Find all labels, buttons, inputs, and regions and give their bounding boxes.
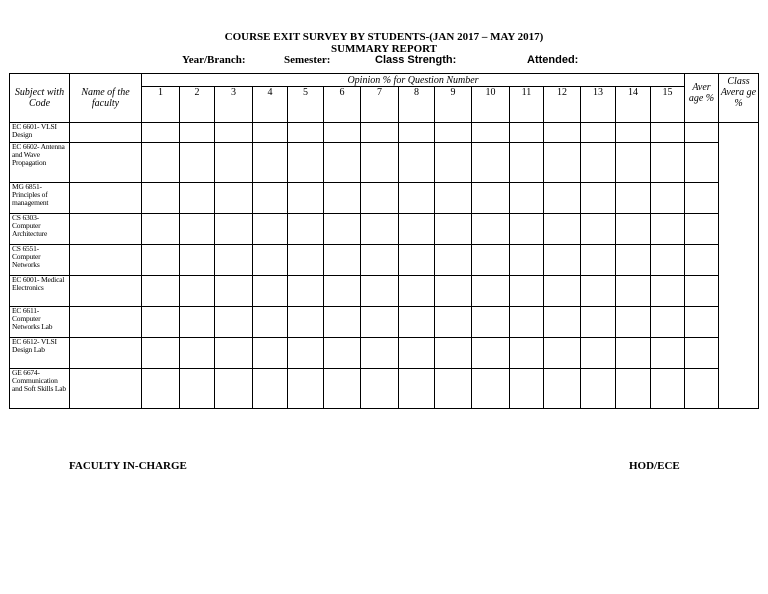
- opinion-cell: [581, 123, 616, 143]
- opinion-cell: [616, 183, 651, 214]
- subject-cell: EC 6612- VLSI Design Lab: [10, 338, 70, 369]
- opinion-cell: [510, 214, 544, 245]
- opinion-cell: [616, 276, 651, 307]
- opinion-cell: [616, 338, 651, 369]
- opinion-cell: [651, 143, 685, 183]
- opinion-cell: [215, 123, 253, 143]
- opinion-cell: [253, 338, 288, 369]
- subject-cell: EC 6601- VLSI Design: [10, 123, 70, 143]
- opinion-cell: [435, 369, 472, 409]
- question-number-5: 5: [288, 87, 324, 123]
- opinion-cell: [399, 143, 435, 183]
- opinion-cell: [544, 307, 581, 338]
- document-title: COURSE EXIT SURVEY BY STUDENTS-(JAN 2017 – MAY 2017): [224, 31, 544, 43]
- opinion-cell: [324, 123, 361, 143]
- question-number-12: 12: [544, 87, 581, 123]
- opinion-cell: [288, 123, 324, 143]
- opinion-cell: [180, 245, 215, 276]
- opinion-cell: [616, 307, 651, 338]
- opinion-cell: [651, 245, 685, 276]
- opinion-cell: [399, 214, 435, 245]
- table-row: [10, 214, 759, 245]
- opinion-cell: [361, 369, 399, 409]
- opinion-cell: [142, 143, 180, 183]
- survey-summary-table: [9, 73, 759, 409]
- opinion-cell: [651, 214, 685, 245]
- average-cell: [685, 143, 719, 183]
- opinion-cell: [288, 183, 324, 214]
- opinion-cell: [142, 245, 180, 276]
- average-cell: [685, 369, 719, 409]
- opinion-cell: [544, 143, 581, 183]
- average-cell: [685, 338, 719, 369]
- opinion-cell: [616, 245, 651, 276]
- semester-label: Semester:: [284, 54, 331, 66]
- opinion-cell: [142, 276, 180, 307]
- table-row: [10, 143, 759, 183]
- opinion-cell: [544, 123, 581, 143]
- question-number-14: 14: [616, 87, 651, 123]
- question-number-8: 8: [399, 87, 435, 123]
- question-number-11: 11: [510, 87, 544, 123]
- table-row: [10, 183, 759, 214]
- opinion-cell: [361, 307, 399, 338]
- subject-cell: GE 6674- Communication and Soft Skills Lab: [10, 369, 70, 409]
- subject-cell: MG 6851- Principles of management: [10, 183, 70, 214]
- average-cell: [685, 123, 719, 143]
- opinion-cell: [324, 245, 361, 276]
- opinion-header: Opinion % for Question Number: [142, 74, 685, 87]
- opinion-cell: [651, 369, 685, 409]
- subject-header: Subject with Code: [10, 74, 70, 123]
- faculty-cell: [70, 276, 142, 307]
- table-row: [10, 123, 759, 143]
- opinion-cell: [142, 307, 180, 338]
- opinion-cell: [288, 338, 324, 369]
- opinion-cell: [253, 276, 288, 307]
- opinion-cell: [253, 245, 288, 276]
- table-row: [10, 245, 759, 276]
- opinion-cell: [581, 245, 616, 276]
- opinion-cell: [435, 123, 472, 143]
- opinion-cell: [142, 369, 180, 409]
- opinion-cell: [616, 143, 651, 183]
- opinion-cell: [472, 369, 510, 409]
- opinion-cell: [581, 307, 616, 338]
- opinion-cell: [180, 276, 215, 307]
- faculty-cell: [70, 214, 142, 245]
- opinion-cell: [651, 183, 685, 214]
- faculty-cell: [70, 338, 142, 369]
- opinion-cell: [324, 307, 361, 338]
- opinion-cell: [399, 338, 435, 369]
- question-number-4: 4: [253, 87, 288, 123]
- opinion-cell: [472, 245, 510, 276]
- class-average-cell: [719, 123, 759, 409]
- opinion-cell: [324, 338, 361, 369]
- subject-cell: CS 6551- Computer Networks: [10, 245, 70, 276]
- opinion-cell: [180, 338, 215, 369]
- opinion-cell: [510, 245, 544, 276]
- opinion-cell: [324, 183, 361, 214]
- opinion-cell: [581, 183, 616, 214]
- table-row: [10, 307, 759, 338]
- opinion-cell: [288, 369, 324, 409]
- opinion-cell: [510, 307, 544, 338]
- opinion-cell: [288, 214, 324, 245]
- opinion-cell: [142, 338, 180, 369]
- subject-cell: EC 6001- Medical Electronics: [10, 276, 70, 307]
- opinion-cell: [180, 183, 215, 214]
- opinion-cell: [510, 183, 544, 214]
- average-cell: [685, 245, 719, 276]
- opinion-cell: [324, 276, 361, 307]
- faculty-cell: [70, 369, 142, 409]
- opinion-cell: [253, 143, 288, 183]
- opinion-cell: [399, 307, 435, 338]
- question-number-7: 7: [361, 87, 399, 123]
- opinion-cell: [472, 338, 510, 369]
- faculty-cell: [70, 245, 142, 276]
- opinion-cell: [651, 276, 685, 307]
- subject-cell: CS 6303- Computer Architecture: [10, 214, 70, 245]
- question-number-9: 9: [435, 87, 472, 123]
- opinion-cell: [510, 123, 544, 143]
- average-cell: [685, 183, 719, 214]
- opinion-cell: [581, 369, 616, 409]
- opinion-cell: [544, 245, 581, 276]
- opinion-cell: [435, 307, 472, 338]
- question-number-1: 1: [142, 87, 180, 123]
- faculty-in-charge-label: FACULTY IN-CHARGE: [69, 460, 187, 472]
- opinion-cell: [361, 214, 399, 245]
- question-number-3: 3: [215, 87, 253, 123]
- opinion-cell: [361, 183, 399, 214]
- opinion-cell: [544, 214, 581, 245]
- year-branch-label: Year/Branch:: [182, 54, 246, 66]
- hod-label: HOD/ECE: [629, 460, 680, 472]
- opinion-cell: [215, 245, 253, 276]
- opinion-cell: [399, 183, 435, 214]
- opinion-cell: [215, 338, 253, 369]
- opinion-cell: [324, 143, 361, 183]
- opinion-cell: [581, 338, 616, 369]
- opinion-cell: [399, 245, 435, 276]
- opinion-cell: [472, 307, 510, 338]
- opinion-cell: [651, 307, 685, 338]
- opinion-cell: [581, 276, 616, 307]
- table-row: [10, 338, 759, 369]
- average-header: Aver age %: [685, 74, 719, 123]
- opinion-cell: [215, 369, 253, 409]
- average-cell: [685, 276, 719, 307]
- opinion-cell: [616, 369, 651, 409]
- opinion-cell: [253, 307, 288, 338]
- opinion-cell: [581, 214, 616, 245]
- opinion-cell: [361, 276, 399, 307]
- opinion-cell: [180, 123, 215, 143]
- opinion-cell: [399, 123, 435, 143]
- opinion-cell: [180, 214, 215, 245]
- opinion-cell: [253, 183, 288, 214]
- faculty-cell: [70, 307, 142, 338]
- document-subtitle: SUMMARY REPORT: [330, 43, 438, 55]
- faculty-header: Name of the faculty: [70, 74, 142, 123]
- opinion-cell: [510, 338, 544, 369]
- faculty-cell: [70, 143, 142, 183]
- opinion-cell: [472, 123, 510, 143]
- opinion-cell: [180, 307, 215, 338]
- opinion-cell: [399, 369, 435, 409]
- opinion-cell: [472, 183, 510, 214]
- faculty-cell: [70, 123, 142, 143]
- opinion-cell: [253, 214, 288, 245]
- opinion-cell: [616, 123, 651, 143]
- average-cell: [685, 307, 719, 338]
- opinion-cell: [435, 214, 472, 245]
- opinion-cell: [435, 276, 472, 307]
- question-number-10: 10: [472, 87, 510, 123]
- opinion-cell: [435, 338, 472, 369]
- opinion-cell: [180, 143, 215, 183]
- opinion-cell: [510, 369, 544, 409]
- opinion-cell: [510, 143, 544, 183]
- opinion-cell: [510, 276, 544, 307]
- opinion-cell: [544, 276, 581, 307]
- opinion-cell: [253, 369, 288, 409]
- opinion-cell: [472, 214, 510, 245]
- average-cell: [685, 214, 719, 245]
- subject-cell: EC 6611- Computer Networks Lab: [10, 307, 70, 338]
- opinion-cell: [435, 245, 472, 276]
- opinion-cell: [288, 276, 324, 307]
- opinion-cell: [253, 123, 288, 143]
- question-number-15: 15: [651, 87, 685, 123]
- opinion-cell: [544, 369, 581, 409]
- opinion-cell: [142, 214, 180, 245]
- opinion-cell: [324, 214, 361, 245]
- opinion-cell: [215, 143, 253, 183]
- question-number-6: 6: [324, 87, 361, 123]
- faculty-cell: [70, 183, 142, 214]
- opinion-cell: [288, 245, 324, 276]
- question-number-2: 2: [180, 87, 215, 123]
- opinion-cell: [435, 183, 472, 214]
- opinion-cell: [435, 143, 472, 183]
- opinion-cell: [361, 245, 399, 276]
- opinion-cell: [361, 338, 399, 369]
- subject-cell: EC 6602- Antenna and Wave Propagation: [10, 143, 70, 183]
- opinion-cell: [215, 214, 253, 245]
- opinion-cell: [544, 338, 581, 369]
- opinion-cell: [288, 307, 324, 338]
- table-row: [10, 276, 759, 307]
- opinion-cell: [651, 123, 685, 143]
- opinion-cell: [581, 143, 616, 183]
- opinion-cell: [142, 123, 180, 143]
- table-row: [10, 369, 759, 409]
- opinion-cell: [215, 276, 253, 307]
- opinion-cell: [361, 123, 399, 143]
- opinion-cell: [288, 143, 324, 183]
- opinion-cell: [180, 369, 215, 409]
- opinion-cell: [324, 369, 361, 409]
- attended-label: Attended:: [527, 54, 579, 66]
- opinion-cell: [361, 143, 399, 183]
- question-number-13: 13: [581, 87, 616, 123]
- opinion-cell: [215, 307, 253, 338]
- opinion-cell: [215, 183, 253, 214]
- opinion-cell: [651, 338, 685, 369]
- opinion-cell: [142, 183, 180, 214]
- class-average-header: Class Avera ge %: [719, 74, 759, 123]
- opinion-cell: [399, 276, 435, 307]
- opinion-cell: [472, 143, 510, 183]
- opinion-cell: [544, 183, 581, 214]
- opinion-cell: [616, 214, 651, 245]
- class-strength-label: Class Strength:: [375, 54, 457, 66]
- opinion-cell: [472, 276, 510, 307]
